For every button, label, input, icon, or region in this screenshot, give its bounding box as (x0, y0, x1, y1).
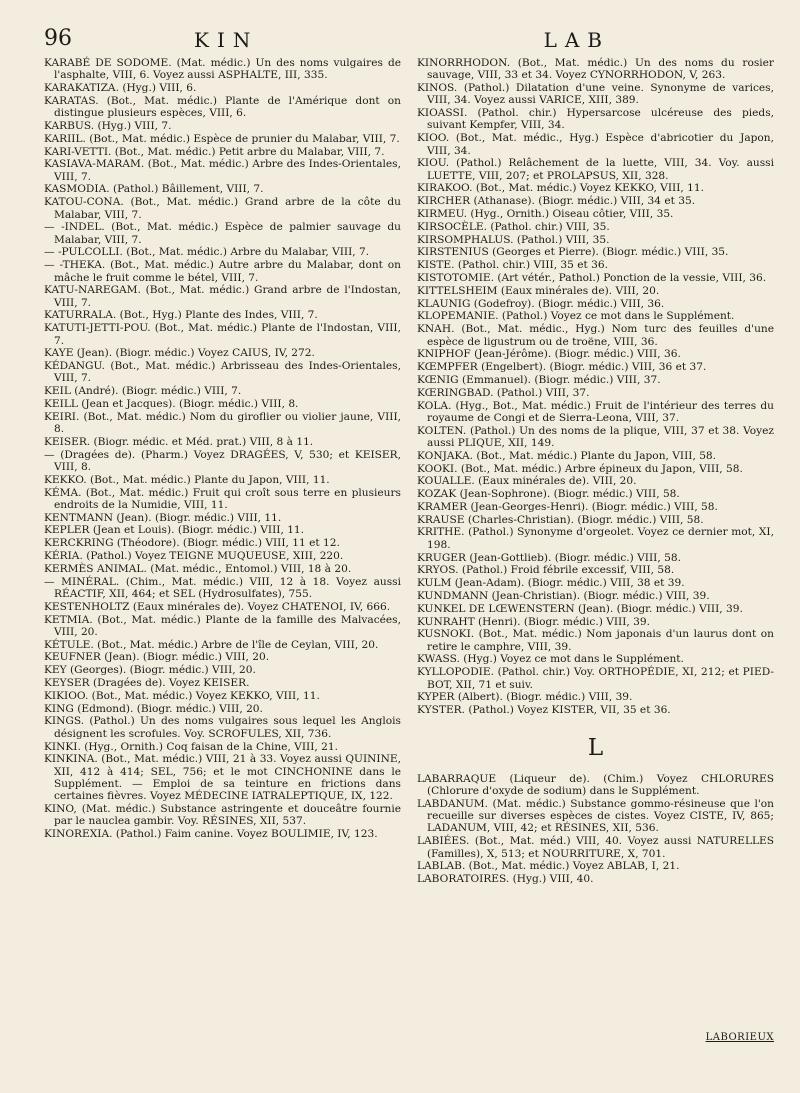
index-entry: KISTOTOMIE. (Art vétér., Pathol.) Ponction de la vessie, VIII, 36. (417, 272, 767, 285)
index-entry: KEIL (André). (Biogr. médic.) VIII, 7. (44, 385, 242, 398)
index-entry: KINOS. (Pathol.) Dilatation d'une veine. Synonyme de varices, VIII, 34. Voyez aussi VARICE, XIII, 389. (417, 82, 774, 107)
index-entry: — -THEKA. (Bot., Mat. médic.) Autre arbre du Malabar, dont on mâche le fruit comme le bétel, VIII, 7. (44, 259, 401, 284)
index-entry: KASIAVA-MARAM. (Bot., Mat. médic.) Arbre des Indes-Orientales, VIII, 7. (44, 158, 401, 183)
index-entry: KAYE (Jean). (Biogr. médic.) Voyez CAIUS, IV, 272. (44, 347, 315, 360)
index-entry: KRITHE. (Pathol.) Synonyme d'orgeolet. Voyez ce dernier mot, XI, 198. (417, 526, 774, 551)
index-entry: KIRSOMPHALUS. (Pathol.) VIII, 35. (417, 233, 610, 246)
index-entry: KEIRI. (Bot., Mat. médic.) Nom du giroflier ou violier jaune, VIII, 8. (44, 410, 401, 436)
index-entry: — (Dragées de). (Pharm.) Voyez DRAGÉES, V, 530; et KEISER, VIII, 8. (44, 448, 401, 473)
index-entry: LABIÉES. (Bot., Mat. méd.) VIII, 40. Voyez aussi NATURELLES (Familles), X, 513; et NOURRITURE, X, 701. (417, 835, 774, 860)
index-entry: KEY (Georges). (Biogr. médic.) VIII, 20. (44, 664, 256, 677)
index-entry: KARAKATIZA. (Hyg.) VIII, 6. (44, 82, 197, 95)
index-entry: KLAUNIG (Godefroy). (Biogr. médic.) VIII, 36. (417, 297, 665, 310)
index-entry: KERCKRING (Théodore). (Biogr. médic.) VIII, 11 et 12. (44, 537, 340, 550)
index-entry: KERMÈS ANIMAL. (Mat. médic., Entomol.) VIII, 18 à 20. (44, 562, 352, 575)
index-entry: KINORRHODON. (Bot., Mat. médic.) Un des noms du rosier sauvage, VIII, 33 et 34. Voyez CYNORRHODON, V, 263. (417, 57, 774, 82)
index-entry: KÉMA. (Bot., Mat. médic.) Fruit qui croît sous terre en plusieurs endroits de la Numidie, VIII, 11. (44, 486, 401, 511)
index-entry: LABORATOIRES. (Hyg.) VIII, 40. (417, 873, 594, 886)
index-entry: KENTMANN (Jean). (Biogr. médic.) VIII, 11. (44, 511, 282, 524)
index-entry: LABARRAQUE (Liqueur de). (Chim.) Voyez CHLORURES (Chlorure d'oxyde de sodium) dans le Supplément. (417, 772, 774, 798)
index-entry: KITTELSHEIM (Eaux minérales de). VIII, 20. (417, 284, 660, 297)
index-entry: KETMIA. (Bot., Mat. médic.) Plante de la famille des Malvacées, VIII, 20. (44, 613, 401, 638)
index-entry: KLOPEMANIE. (Pathol.) Voyez ce mot dans le Supplément. (417, 310, 735, 323)
index-entry: KOUALLE. (Eaux minérales de). VIII, 20. (417, 475, 637, 488)
left-column (44, 57, 401, 1057)
index-entry: KIRCHER (Athanase). (Biogr. médic.) VIII, 34 et 35. (417, 195, 696, 208)
index-entry: KOLA. (Hyg., Bot., Mat. médic.) Fruit de l'intérieur des terres du royaume de Congi et de Sierra-Leona, VIII, 37. (417, 399, 774, 424)
index-entry: KWASS. (Hyg.) Voyez ce mot dans le Supplément. (417, 653, 684, 666)
index-entry: LABDANUM. (Mat. médic.) Substance gommo-résineuse que l'on recueille sur diverses espèces de cistes. Voyez CISTE, IV, 865; LADANUM, VIII, 42; et RÉSINES, XII, 536. (417, 797, 774, 835)
right-column-k-entries (417, 57, 774, 716)
index-entry: KNIPHOF (Jean-Jérôme). (Biogr. médic.) VIII, 36. (417, 348, 681, 361)
index-entry: KINKINA. (Bot., Mat. médic.) VIII, 21 à 33. Voyez aussi QUININE, XII, 412 à 414; SEL, 756; et le mot CINCHONINE dans le Supplément. — Emploi de sa teinture en frictions dans certaines fièvres. Voyez MÉDECINE IATRALEPTIQUE, IX, 122. (44, 753, 401, 803)
index-entry: KRAMER (Jean-Georges-Henri). (Biogr. médic.) VIII, 58. (417, 500, 718, 513)
index-entry: KARATAS. (Bot., Mat. médic.) Plante de l'Amérique dont on distingue plusieurs espèces, VIII, 6. (44, 94, 401, 120)
index-entry: KARI-VETTI. (Bot., Mat. médic.) Petit arbre du Malabar, VIII, 7. (44, 145, 385, 158)
index-entry: KEISER. (Biogr. médic. et Méd. prat.) VIII, 8 à 11. (44, 435, 314, 448)
index-entry: KÉRIA. (Pathol.) Voyez TEIGNE MUQUEUSE, XIII, 220. (44, 550, 344, 563)
index-entry: KATUTI-JETTI-POU. (Bot., Mat. médic.) Plante de l'Indostan, VIII, 7. (44, 322, 401, 347)
index-entry: KUNKEL DE LŒWENSTERN (Jean). (Biogr. médic.) VIII, 39. (417, 602, 743, 615)
index-entry: KYLLOPODIE. (Pathol. chir.) Voy. ORTHOPÉDIE, XI, 212; et PIED-BOT, XII, 71 et suiv. (417, 666, 774, 691)
index-entry: KIRSTENIUS (Georges et Pierre). (Biogr. médic.) VIII, 35. (417, 246, 729, 259)
right-column-l-entries (417, 773, 774, 886)
index-entry: KATU-NAREGAM. (Bot., Mat. médic.) Grand arbre de l'Indostan, VIII, 7. (44, 284, 401, 309)
index-entry: — MINÉRAL. (Chim., Mat. médic.) VIII, 12 à 18. Voyez aussi RÉACTIF, XII, 464; et SEL (Hydrosulfates), 755. (44, 575, 401, 600)
page-number: 96 (44, 26, 72, 51)
index-entry: KESTENHOLTZ (Eaux minérales de). Voyez CHATENOI, IV, 666. (44, 600, 391, 613)
index-entry: KEYSER (Dragées de). Voyez KEISER. (44, 677, 250, 690)
right-column (417, 57, 774, 1057)
index-entry: KONJAKA. (Bot., Mat. médic.) Plante du Japon, VIII, 58. (417, 449, 717, 462)
index-entry: KŒRINGBAD. (Pathol.) VIII, 37. (417, 386, 590, 399)
index-entry: KYSTER. (Pathol.) Voyez KISTER, VII, 35 et 36. (417, 704, 671, 717)
index-columns (44, 57, 774, 1057)
index-entry: KYPER (Albert). (Biogr. médic.) VIII, 39. (417, 691, 633, 704)
index-entry: KINKI. (Hyg., Ornith.) Coq faisan de la Chine, VIII, 21. (44, 740, 338, 753)
index-entry: LABLAB. (Bot., Mat. médic.) Voyez ABLAB, I, 21. (417, 860, 680, 873)
running-head-right: LAB (543, 28, 610, 52)
index-entry: KIOO. (Bot., Mat. médic., Hyg.) Espèce d'abricotier du Japon, VIII, 34. (417, 132, 774, 157)
index-entry: KEPLER (Jean et Louis). (Biogr. médic.) VIII, 11. (44, 524, 305, 537)
index-entry: KEILL (Jean et Jacques). (Biogr. médic.) VIII, 8. (44, 398, 299, 411)
index-entry: KEKKO. (Bot., Mat. médic.) Plante du Japon, VIII, 11. (44, 473, 330, 486)
page-header (44, 26, 760, 56)
index-entry: KOOKI. (Bot., Mat. médic.) Arbre épineux du Japon, VIII, 58. (417, 462, 743, 475)
index-entry: KIOU. (Pathol.) Relâchement de la luette, VIII, 34. Voy. aussi LUETTE, VIII, 207; et PROLAPSUS, XII, 328. (417, 157, 774, 182)
index-entry: KIKIOO. (Bot., Mat. médic.) Voyez KEKKO, VIII, 11. (44, 689, 320, 702)
index-entry: KŒNIG (Emmanuel). (Biogr. médic.) VIII, 37. (417, 373, 661, 386)
index-entry: KISTE. (Pathol. chir.) VIII, 35 et 36. (417, 259, 609, 272)
index-entry: KINGS. (Pathol.) Un des noms vulgaires sous lequel les Anglois désignent les scrofules. Voy. SCROFULES, XII, 736. (44, 715, 401, 740)
index-entry: KRYOS. (Pathol.) Froid fébrile excessif, VIII, 58. (417, 564, 675, 577)
index-entry: KATURRALA. (Bot., Hyg.) Plante des Indes, VIII, 7. (44, 309, 318, 322)
index-entry: KRAUSE (Charles-Christian). (Biogr. médic.) VIII, 58. (417, 513, 704, 526)
index-entry: — -INDEL. (Bot., Mat. médic.) Espèce de palmier sauvage du Malabar, VIII, 7. (44, 221, 401, 246)
index-entry: KASMODIA. (Pathol.) Bâillement, VIII, 7. (44, 183, 264, 196)
index-entry: KINO, (Mat. médic.) Substance astringente et douceâtre fournie par le nauclea gambir. Voy. RÉSINES, XII, 537. (44, 803, 401, 828)
index-entry: KARIIL. (Bot., Mat. médic.) Espèce de prunier du Malabar, VIII, 7. (44, 132, 400, 145)
index-entry: KING (Edmond). (Biogr. médic.) VIII, 20. (44, 702, 263, 715)
index-entry: KULM (Jean-Adam). (Biogr. médic.) VIII, 38 et 39. (417, 577, 685, 590)
index-entry: KŒMPFER (Engelbert). (Biogr. médic.) VIII, 36 et 37. (417, 361, 707, 374)
catchword: LABORIEUX (705, 1032, 774, 1043)
index-entry: KUNRAHT (Henri). (Biogr. médic.) VIII, 39. (417, 615, 650, 628)
index-entry: KRUGER (Jean-Gottlieb). (Biogr. médic.) VIII, 58. (417, 551, 681, 564)
index-entry: KIOASSI. (Pathol. chir.) Hypersarcose ulcéreuse des pieds, suivant Kempfer, VIII, 34. (417, 107, 774, 132)
index-entry: KOLTEN. (Pathol.) Un des noms de la plique, VIII, 37 et 38. Voyez aussi PLIQUE, XII, 149. (417, 424, 774, 449)
index-entry: — -PULCOLLI. (Bot., Mat. médic.) Arbre du Malabar, VIII, 7. (44, 246, 370, 259)
index-entry: KIRMEU. (Hyg., Ornith.) Oiseau côtier, VIII, 35. (417, 208, 674, 221)
section-letter: L (587, 735, 604, 762)
index-entry: KÉDANGU. (Bot., Mat. médic.) Arbrisseau des Indes-Orientales, VIII, 7. (44, 360, 401, 385)
index-entry: KÉTULE. (Bot., Mat. médic.) Arbre de l'île de Ceylan, VIII, 20. (44, 638, 379, 651)
index-entry: KIRSOCÈLE. (Pathol. chir.) VIII, 35. (417, 220, 610, 233)
index-entry: KNAH. (Bot., Mat. médic., Hyg.) Nom turc des feuilles d'une espèce de ligustrum ou de troëne, VIII, 36. (417, 323, 774, 348)
index-entry: KIRAKOO. (Bot., Mat. médic.) Voyez KEKKO, VIII, 11. (417, 182, 704, 195)
index-entry: KUSNOKI. (Bot., Mat. médic.) Nom japonais d'un laurus dont on retire le camphre, VIII, 39. (417, 628, 774, 653)
index-entry: KARBUS. (Hyg.) VIII, 7. (44, 119, 172, 132)
index-entry: KINOREXIA. (Pathol.) Faim canine. Voyez BOULIMIE, IV, 123. (44, 828, 378, 841)
index-entry: KARABÉ DE SODOME. (Mat. médic.) Un des noms vulgaires de l'asphalte, VIII, 6. Voyez aussi ASPHALTE, III, 335. (44, 57, 401, 82)
index-entry: KOZAK (Jean-Sophrone). (Biogr. médic.) VIII, 58. (417, 488, 680, 501)
index-entry: KUNDMANN (Jean-Christian). (Biogr. médic.) VIII, 39. (417, 589, 710, 602)
running-head-left: KIN (194, 28, 259, 52)
index-entry: KATOU-CONA. (Bot., Mat. médic.) Grand arbre de la côte du Malabar, VIII, 7. (44, 196, 401, 221)
index-entry: KEUFNER (Jean). (Biogr. médic.) VIII, 20. (44, 651, 270, 664)
